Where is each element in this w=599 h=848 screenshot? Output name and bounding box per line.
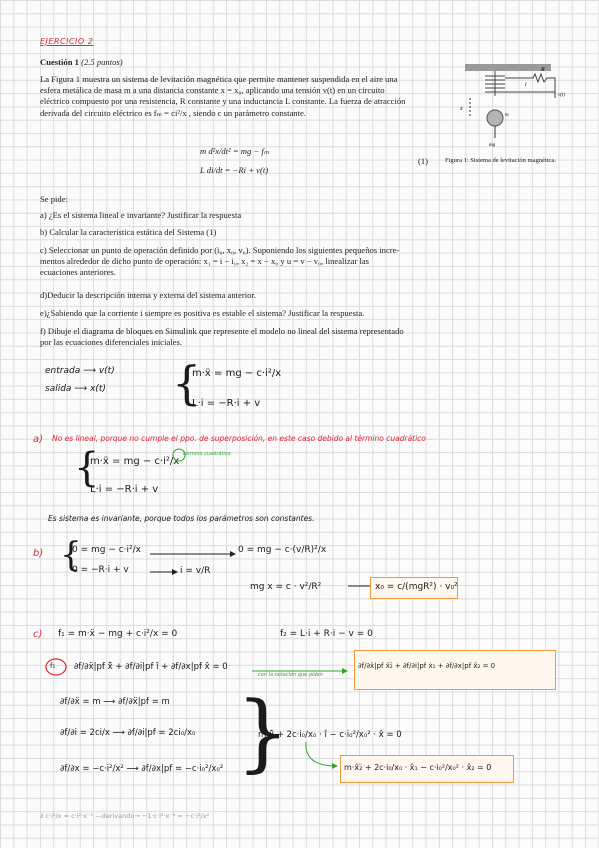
printed-equation-2: L di/dt = −Ri + v(t) xyxy=(200,165,269,175)
answer-b-label: b) xyxy=(33,548,44,559)
intro-line: La Figura 1 muestra un sistema de levitación magnética que permite mantener suspendida en el aire una xyxy=(40,74,398,84)
label-v: v(t) xyxy=(558,93,565,98)
label-mg: mg xyxy=(489,143,496,148)
item-f-line: f) Dibuje el diagrama de bloques en Simulink que represente el modelo no lineal del sistema representado xyxy=(40,326,404,336)
derivatives-brace: { xyxy=(236,683,290,781)
answer-b-box-text: x₀ = c/(mgR²) · v₀² xyxy=(375,582,458,592)
exercise-heading: EJERCICIO 2 xyxy=(40,37,94,46)
asks-label: Se pide: xyxy=(40,194,68,204)
derivative-2: ∂f/∂i = 2ci/x ⟶ ∂f/∂i|pf = 2ci₀/x₀ xyxy=(60,728,196,738)
equation-number: (1) xyxy=(418,156,429,166)
question-intro xyxy=(40,74,435,119)
f1-circle xyxy=(45,658,67,676)
derivative-1: ∂f/∂ẍ = m ⟶ ∂f/∂ẍ|pf = m xyxy=(60,697,170,707)
item-e: e)¿Sabiendo que la corriente i siempre es positiva es estable el sistema? Justificar la respuesta. xyxy=(40,308,365,318)
answer-b-substituted: 0 = mg − c·(v/R)²/x xyxy=(238,545,327,555)
answer-b-brace: { xyxy=(60,535,82,575)
item-f-line: por las ecuaciones diferenciales iniciales. xyxy=(40,337,182,348)
final-box-text: m·x̂₂̈ + 2c·i₀/x₀ · x̂₁ − c·i₀²/x₀² · x̂₂ = 0 xyxy=(344,763,492,772)
item-c-line: ecuaciones anteriores. xyxy=(40,267,116,278)
answer-a-brace: { xyxy=(74,445,100,491)
linearization-general: ∂f/∂ẍ|pf x̂̈ + ∂f/∂i|pf î + ∂f/∂x|pf x̂ = 0 xyxy=(74,662,228,672)
answer-b-eq-1: 0 = mg − c·i²/x xyxy=(72,545,142,555)
quadratic-term-note: término cuadrático xyxy=(183,451,231,457)
label-x: x xyxy=(460,106,463,112)
levitation-figure xyxy=(455,58,585,150)
item-d: d)Deducir la descripción interna y externa del sistema anterior. xyxy=(40,290,256,300)
coil-icon xyxy=(485,71,555,98)
item-f xyxy=(40,326,460,348)
question-title-text: Cuestión 1 xyxy=(40,57,79,67)
printed-equation-1: m d²x/dt² = mg − fₘ xyxy=(200,146,270,156)
answer-c-f1: f₁ = m·ẍ − mg + c·i²/x = 0 xyxy=(58,629,178,639)
label-i: i xyxy=(525,82,527,88)
answer-a-text: No es lineal, porque no cumple el ppo. de superposición, en este caso debido al término cuadrático xyxy=(52,434,426,443)
answer-c-f2: f₂ = L·i̇ + R·i − v = 0 xyxy=(280,629,373,639)
output-note: salida ⟶ x(t) xyxy=(45,384,106,394)
linearization-box-text: ∂f/∂ẍ|pf x̂₂̈ + ∂f/∂i|pf ẋ₁ + ∂f/∂x|pf x̂₂ = 0 xyxy=(358,662,496,670)
question-title xyxy=(40,57,123,68)
answer-b-eq-2: 0 = −R·i + v xyxy=(72,565,129,575)
system-eq-2: L·i̇ = −R·i + v xyxy=(192,398,261,409)
answer-a-eq-1: m·ẍ = mg − c·i²/x xyxy=(90,456,180,467)
figure-caption: Figura 1: Sistema de levitación magnética. xyxy=(445,157,556,164)
footer-derivation: ∂ c·i²/x = c·i²·x⁻¹ —derivando→ −1·c·i²·x⁻² = −c·i²/x² xyxy=(40,812,210,820)
invariant-note: Es sistema es invariante, porque todos los parámetros son constantes. xyxy=(48,514,315,523)
item-c-line: c) Seleccionar un punto de operación definido por (i₀, x₀, v₀). Suponiendo los siguientes pequeños incre- xyxy=(40,245,400,255)
item-c xyxy=(40,245,440,279)
label-r: R xyxy=(541,67,545,73)
question-points: (2.5 puntos) xyxy=(81,57,123,67)
item-b: b) Calcular la característica estática del Sistema (1) xyxy=(40,227,217,237)
intro-line: eléctrico compuesto por una resistencia, R constante y una inductancia L constante. La fuerza de atracción xyxy=(40,96,406,107)
answer-c-label: c) xyxy=(33,629,43,640)
label-m: m xyxy=(505,113,509,118)
linearized-result: m·x̂̈ + 2c·i₀/x₀ · î − c·i₀²/x₀² · x̂ = 0 xyxy=(258,730,402,740)
item-a: a) ¿Es el sistema lineal e invariante? Justificar la respuesta xyxy=(40,210,242,220)
intro-line: derivada del circuito eléctrico es fₘ = ci²/x , siendo c un parámetro constante. xyxy=(40,107,306,118)
system-brace: { xyxy=(172,356,202,410)
support-beam xyxy=(465,64,551,71)
system-eq-1: m·ẍ = mg − c·i²/x xyxy=(192,368,282,379)
answer-a-label: a) xyxy=(33,434,44,445)
derivative-3: ∂f/∂x = −c·i²/x² ⟶ ∂f/∂x|pf = −c·i₀²/x₀² xyxy=(60,764,224,774)
answer-a-eq-2: L·i̇ = −R·i + v xyxy=(90,484,159,495)
result-arrow xyxy=(300,740,340,772)
answer-b-result: mg x = c · v²/R² xyxy=(250,582,322,592)
answer-b-current: i = v/R xyxy=(180,566,211,576)
sphere-icon xyxy=(487,110,503,126)
intro-line: esfera metálica de masa m a una distancia constante x = x₀, aplicando una tensión v(t) en un circuito xyxy=(40,85,385,96)
linearization-box xyxy=(354,650,556,690)
notation-note: con la notación que piden xyxy=(258,672,323,678)
input-note: entrada ⟶ v(t) xyxy=(45,366,115,376)
f1-circle-label: f₁ xyxy=(50,662,56,670)
quadratic-circle xyxy=(172,448,186,462)
item-c-line: mentos alrededor de dicho punto de operación: x₁ = i − i₀, x₂ = x − x₀ y u = v − v₀, linealizar las xyxy=(40,256,370,267)
